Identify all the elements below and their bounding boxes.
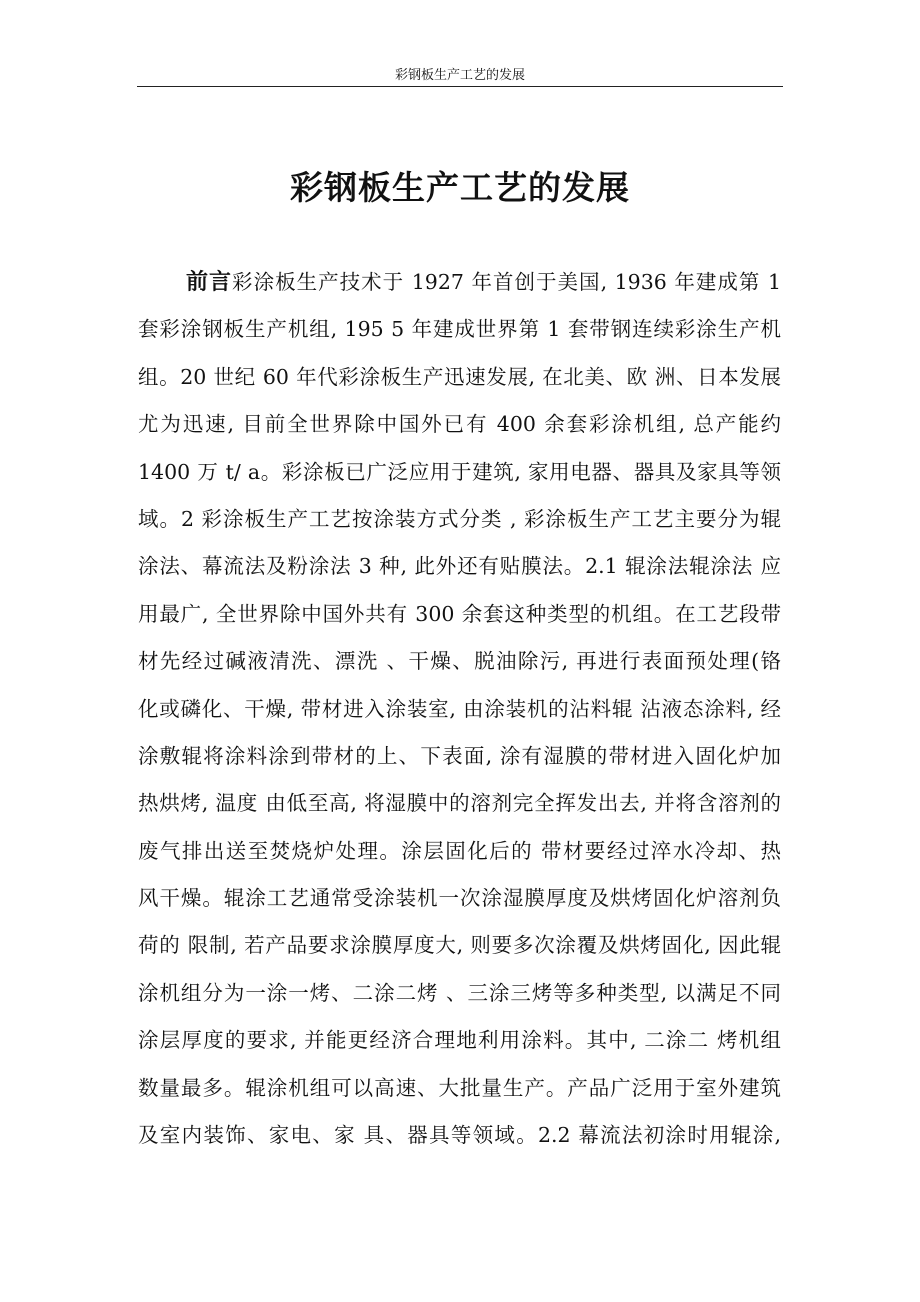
body-line: 套彩涂钢板生产机组, 195 5 年建成世界第 1 套带钢连续彩涂生产机 <box>138 317 781 342</box>
section-lead: 前言 <box>186 269 233 295</box>
body-line: 数量最多。辊涂机组可以高速、大批量生产。产品广泛用于室外建筑 <box>138 1075 781 1100</box>
body-line: 及室内装饰、家电、家 具、器具等领域。2.2 幕流法初涂时用辊涂, <box>138 1123 781 1148</box>
body-line <box>138 259 781 306</box>
body-line: 域。2 彩涂板生产工艺按涂装方式分类 , 彩涂板生产工艺主要分为辊 <box>138 506 781 531</box>
body-line: 1400 万 t/ a。彩涂板已广泛应用于建筑, 家用电器、器具及家具等领 <box>138 459 781 484</box>
body-text: 彩涂板生产技术于 1927 年首创于美国, 1936 年建成第 1 <box>232 270 781 294</box>
body-line: 涂层厚度的要求, 并能更经济合理地利用涂料。其中, 二涂二 烤机组 <box>138 1028 781 1053</box>
body-line: 材先经过碱液清洗、漂洗 、干燥、脱油除污, 再进行表面预处理(铬 <box>138 649 781 674</box>
running-header: 彩钢板生产工艺的发展 <box>394 68 525 83</box>
document-body <box>138 259 781 1159</box>
document-title: 彩钢板生产工艺的发展 <box>290 168 630 207</box>
body-line: 荷的 限制, 若产品要求涂膜厚度大, 则要多次涂覆及烘烤固化, 因此辊 <box>138 933 781 958</box>
body-line: 化或磷化、干燥, 带材进入涂装室, 由涂装机的沾料辊 沾液态涂料, 经 <box>138 696 781 721</box>
header-divider <box>137 86 783 87</box>
body-line: 涂法、幕流法及粉涂法 3 种, 此外还有贴膜法。2.1 辊涂法辊涂法 应 <box>138 554 781 579</box>
body-line: 组。20 世纪 60 年代彩涂板生产迅速发展, 在北美、欧 洲、日本发展 <box>138 364 781 389</box>
body-line: 废气排出送至焚烧炉处理。涂层固化后的 带材要经过淬水冷却、热 <box>138 838 781 863</box>
body-line: 涂敷辊将涂料涂到带材的上、下表面, 涂有湿膜的带材进入固化炉加 <box>138 743 781 768</box>
body-line: 风干燥。辊涂工艺通常受涂装机一次涂湿膜厚度及烘烤固化炉溶剂负 <box>138 886 781 911</box>
body-line: 尤为迅速, 目前全世界除中国外已有 400 余套彩涂机组, 总产能约 <box>138 412 781 437</box>
body-line: 用最广, 全世界除中国外共有 300 余套这种类型的机组。在工艺段带 <box>138 601 781 626</box>
body-line: 热烘烤, 温度 由低至高, 将湿膜中的溶剂完全挥发出去, 并将含溶剂的 <box>138 791 781 816</box>
body-line: 涂机组分为一涂一烤、二涂二烤 、三涂三烤等多种类型, 以满足不同 <box>138 980 781 1005</box>
